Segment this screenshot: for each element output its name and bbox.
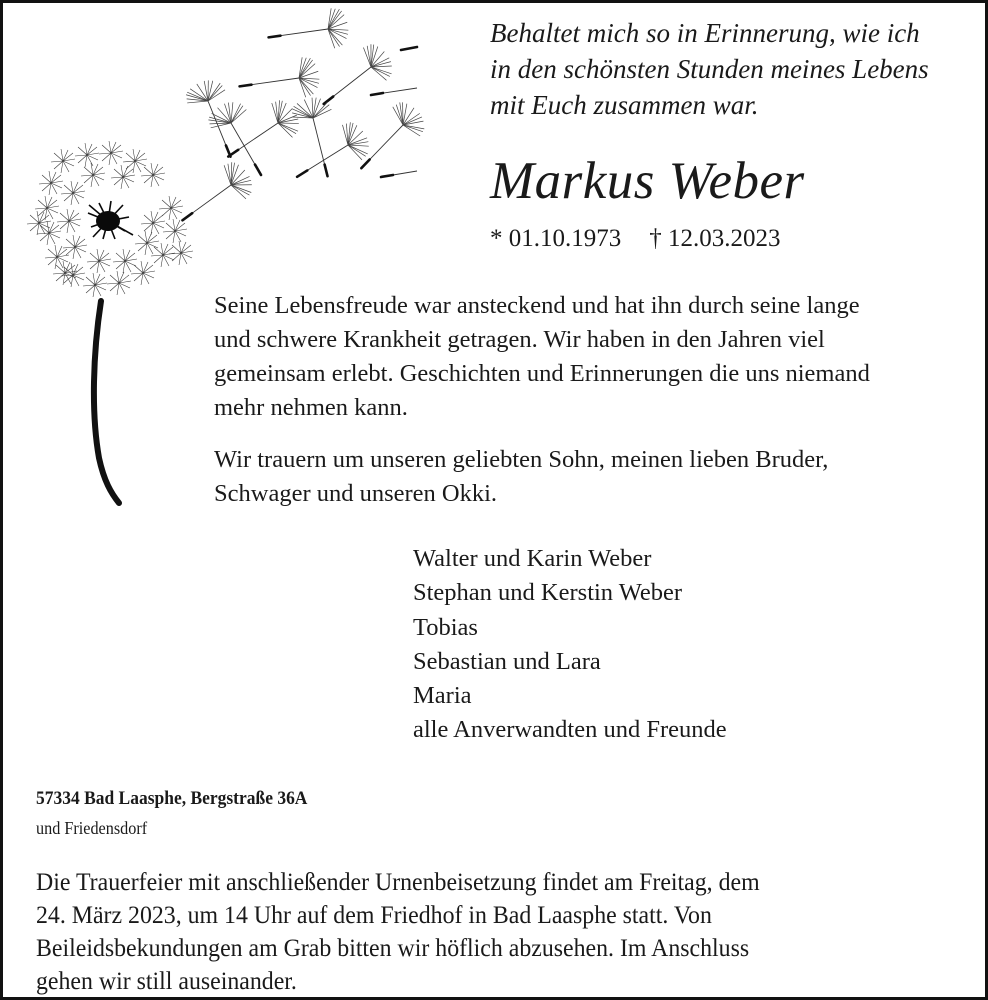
tribute-line: und schwere Krankheit getragen. Wir haben in den Jahren viel (214, 326, 825, 353)
tribute-paragraph-1 (214, 289, 984, 425)
cross-icon: † (649, 225, 662, 252)
ceremony-line: Beileidsbekundungen am Grab bitten wir höflich abzusehen. Im Anschluss (36, 933, 750, 962)
tribute-line: Schwager und unseren Okki. (214, 480, 498, 507)
dandelion-head (27, 141, 193, 297)
mourner: Maria (413, 682, 472, 710)
flying-seeds (171, 6, 432, 236)
tribute-paragraph-2 (214, 443, 984, 511)
memorial-quote (490, 15, 970, 123)
ceremony-line: 24. März 2023, um 14 Uhr auf dem Friedhof in Bad Laasphe statt. Von (36, 900, 712, 929)
mourners-list (413, 542, 727, 748)
quote-line: Behaltet mich so in Erinnerung, wie ich (490, 18, 920, 48)
tribute-line: mehr nehmen kann. (214, 394, 408, 421)
quote-line: mit Euch zusammen war. (490, 90, 759, 120)
mourner: Stephan und Kerstin Weber (413, 579, 683, 607)
tribute-line: Wir trauern um unseren geliebten Sohn, meinen lieben Bruder, (214, 446, 829, 473)
ceremony-line: gehen wir still auseinander. (36, 966, 297, 995)
ceremony-info (36, 865, 976, 997)
tribute-line: gemeinsam erlebt. Geschichten und Erinnerungen die uns niemand (214, 360, 870, 387)
mourner: Sebastian und Lara (413, 647, 601, 675)
born-symbol: * (490, 225, 503, 252)
mourner: Walter und Karin Weber (413, 545, 652, 572)
deceased-name: Markus Weber (490, 152, 805, 210)
tribute-line: Seine Lebensfreude war ansteckend und hat ihn durch seine lange (214, 292, 860, 319)
death-date: 12.03.2023 (668, 225, 781, 252)
mourner: Tobias (413, 613, 478, 641)
family-address: 57334 Bad Laasphe, Bergstraße 36A (36, 788, 308, 809)
quote-line: in den schönsten Stunden meines Lebens (490, 54, 929, 84)
life-dates (490, 223, 781, 255)
ceremony-line: Die Trauerfeier mit anschließender Urnenbeisetzung findet am Freitag, dem (36, 867, 760, 896)
family-address-secondary: und Friedensdorf (36, 818, 148, 838)
mourner: alle Anverwandten und Freunde (413, 716, 727, 744)
birth-date: 01.10.1973 (508, 225, 622, 252)
